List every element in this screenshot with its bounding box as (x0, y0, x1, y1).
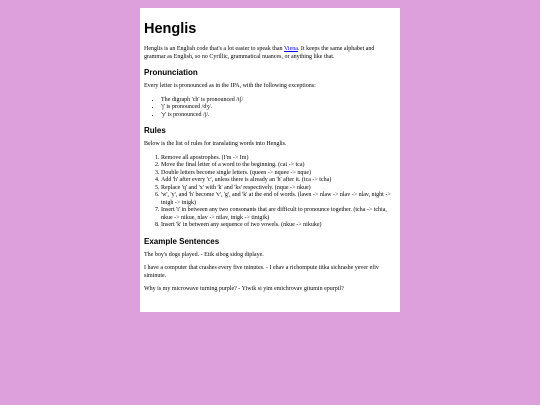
pronunciation-text: Every letter is pronounced as in the IPA, with the following exceptions: (144, 83, 316, 89)
list-item: 4. Add 'h' after every 'c', unless there is already an 'h' after it. (tca -> tcha) (161, 177, 396, 185)
list-item: 8. Insert 'k' in between any sequence of two vowels. (nkue -> nikuke) (161, 222, 396, 230)
list-item: • The digraph 'ch' is pronounced /tʃ/ (161, 97, 396, 105)
rules-heading: Rules (144, 126, 166, 135)
rules-text: Below is the list of rules for translating words into Henglis. (144, 141, 287, 147)
example-sentence: Why is my microwave turning purple? - Yiwik si yim emichrovav gitumin epurpil? (144, 286, 344, 292)
list-item: 6. 'w', 'y', and 'h' become 'v', 'g', and 'k' at the end of words. (lawn -> nlaw -> nlav -> nlav, night -> tnigh -> tnigk) (161, 192, 396, 207)
rules-list (144, 155, 396, 230)
examples-heading: Example Sentences (144, 236, 220, 246)
list-item: 5. Replace 'q' and 'x' with 'k' and 'ks' respectively. (nque -> nkue) (161, 185, 396, 193)
intro-text-before: Henglis is an English code that's a lot easier to speak than (144, 46, 284, 52)
list-item: 1. Remove all apostrophes. (I'm -> Im) (161, 155, 396, 163)
page-title: Henglis (144, 21, 197, 37)
list-item: • 'y' is pronounced /j/. (161, 112, 396, 120)
list-item: 2. Move the final letter of a word to the beginning. (cat -> tca) (161, 162, 396, 170)
example-sentence: I have a computer that crashes every five minutes. - I ehav a richompute titka sichrashe yever efiv siminute. (144, 265, 379, 279)
list-item: 7. Insert 'i' in between any two consonants that are difficult to pronounce together. (tcha -> tchia, nkue -> nikue, nlav -> nilav, tnigk -> tinigik) (161, 207, 396, 222)
pronunciation-list (144, 97, 396, 120)
viena-link[interactable]: Viena (283, 46, 298, 52)
pronunciation-heading: Pronunciation (144, 68, 198, 77)
intro-text-after: . It keeps the same alphabet and grammar as English, so no Cyrillic, grammatical nuances, or anything like that. (144, 46, 375, 60)
example-sentence: The boy's dogs played. - Etik sibog sidog diplaye. (144, 251, 264, 258)
list-item: 3. Double letters become single letters. (queen -> nquee -> nque) (161, 170, 396, 178)
intro-paragraph (144, 46, 396, 61)
list-item: • 'j' is pronounced /dʒ/. (161, 104, 396, 112)
content-card (140, 8, 400, 312)
